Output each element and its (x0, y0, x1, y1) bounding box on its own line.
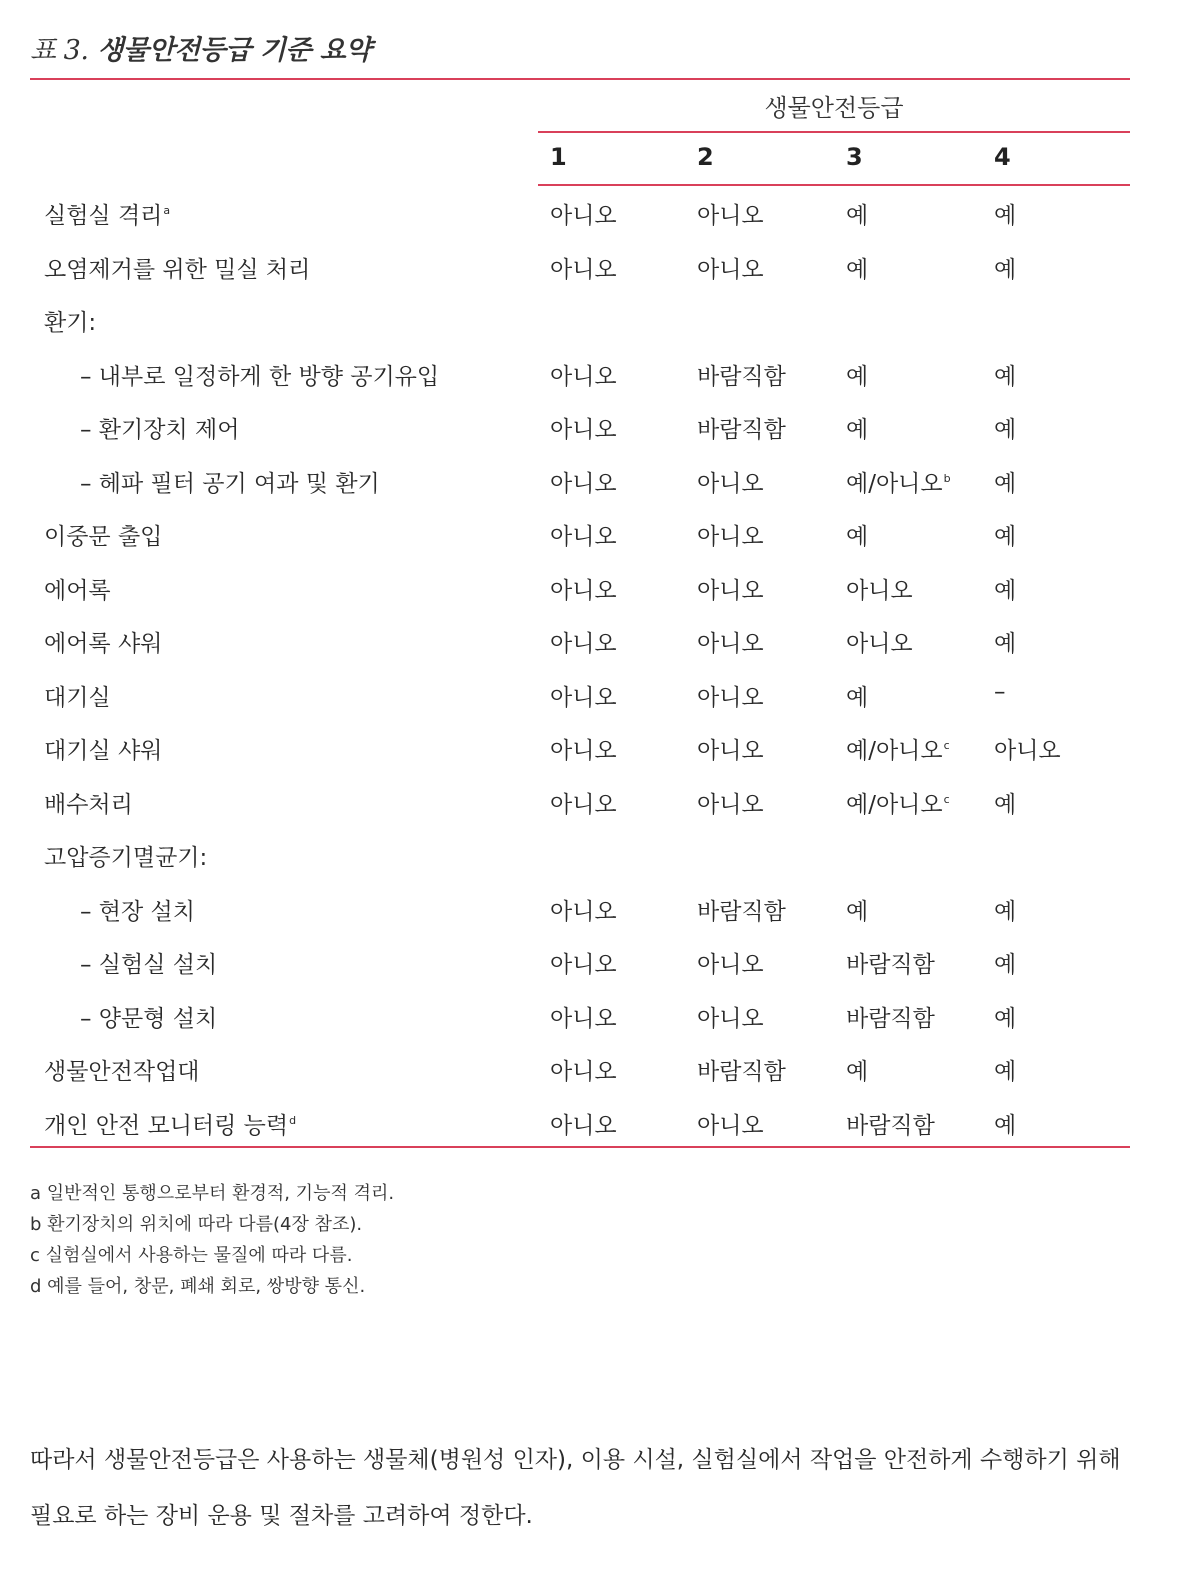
cell-value: 아니오 (550, 738, 617, 764)
cell-value: 예/아니오 (846, 791, 943, 818)
cell-level-3 (846, 411, 868, 444)
row-label-text: – 내부로 일정하게 한 방향 공기유입 (80, 363, 440, 390)
cell-level-2 (697, 197, 764, 230)
footnote-marker: a (163, 204, 171, 218)
row-label (44, 1053, 200, 1086)
cell-level-3 (846, 732, 950, 765)
row-label-text: – 현장 설치 (80, 898, 195, 925)
footnote-marker: c (943, 792, 950, 806)
cell-level-2 (697, 679, 764, 712)
footnote-b: b 환기장치의 위치에 따라 다름(4장 참조). (30, 1214, 363, 1235)
cell-value: 아니오 (697, 470, 764, 497)
cell-level-2 (697, 518, 764, 551)
row-label (44, 1107, 296, 1140)
row-label-text: 대기실 샤워 (44, 738, 163, 764)
cell-value: 아니오 (846, 631, 913, 657)
cell-value: 아니오 (846, 577, 913, 604)
table-row (0, 881, 1200, 934)
cell-level-2 (697, 572, 764, 605)
level-header-2: 2 (697, 143, 714, 171)
footnote-marker: c (943, 739, 950, 753)
row-label-text: 실험실 격리 (44, 203, 163, 229)
table-row (0, 292, 1200, 345)
cell-value: 아니오 (550, 577, 617, 604)
table-row (0, 667, 1200, 720)
row-label-text: 고압증기멸균기: (44, 845, 208, 871)
cell-value: 아니오 (550, 1112, 617, 1139)
cell-value: 예/아니오 (846, 738, 943, 764)
cell-level-2 (697, 358, 786, 391)
table-row (0, 720, 1200, 773)
cell-level-3 (846, 946, 935, 979)
cell-level-2 (697, 1000, 764, 1033)
cell-value: 예 (994, 791, 1017, 818)
level-header-4: 4 (994, 143, 1011, 171)
row-label-text: 에어록 샤워 (44, 631, 163, 657)
cell-level-1 (550, 518, 617, 551)
cell-value: 아니오 (550, 524, 617, 550)
cell-value: 바람직함 (846, 1005, 935, 1032)
cell-value: 바람직함 (697, 417, 786, 443)
cell-value: 아니오 (697, 684, 764, 711)
cell-value: 아니오 (697, 1005, 764, 1032)
cell-value: 예 (994, 898, 1017, 925)
cell-value: 예 (994, 417, 1017, 443)
row-label-text: – 헤파 필터 공기 여과 및 환기 (80, 470, 380, 497)
cell-value: 예 (994, 524, 1017, 550)
cell-level-1 (550, 251, 617, 284)
cell-value: 예 (994, 1005, 1017, 1032)
cell-level-4 (994, 786, 1016, 819)
cell-value: 아니오 (550, 1059, 617, 1085)
cell-value: 예 (846, 1059, 869, 1085)
cell-value: 예 (846, 363, 869, 390)
row-label (44, 625, 162, 658)
cell-level-4 (994, 946, 1016, 979)
cell-level-4 (994, 625, 1016, 658)
cell-value: 예 (994, 203, 1017, 229)
cell-value: 아니오 (697, 256, 764, 283)
cell-value: 예 (994, 1112, 1017, 1139)
cell-level-3 (846, 197, 868, 230)
row-label-text: 에어록 (44, 577, 111, 604)
row-label-text: 환기: (44, 310, 97, 336)
cell-level-3 (846, 572, 913, 605)
cell-value: 아니오 (550, 417, 617, 443)
table-row (0, 560, 1200, 613)
cell-level-3 (846, 251, 868, 284)
cell-level-1 (550, 946, 617, 979)
row-label (80, 358, 439, 391)
cell-level-4 (994, 411, 1016, 444)
row-label (44, 732, 162, 765)
row-label (44, 251, 310, 284)
cell-level-2 (697, 625, 764, 658)
cell-value: 예 (846, 417, 869, 443)
table-caption (30, 28, 371, 67)
cell-level-1 (550, 625, 617, 658)
table-number: 표 3. (30, 35, 89, 66)
row-label (44, 679, 111, 712)
cell-level-3 (846, 625, 913, 658)
cell-level-1 (550, 786, 617, 819)
table-row (0, 453, 1200, 506)
cell-value: 아니오 (550, 363, 617, 390)
cell-level-3 (846, 786, 950, 819)
cell-level-4 (994, 732, 1061, 765)
cell-value: 바람직함 (697, 363, 786, 390)
cell-value: 예 (994, 470, 1017, 497)
table-bottom-rule (30, 1146, 1130, 1148)
row-label (80, 946, 217, 979)
cell-level-4 (994, 518, 1016, 551)
cell-level-2 (697, 946, 764, 979)
row-label (44, 304, 96, 337)
group-header: 생물안전등급 (764, 94, 904, 122)
row-label (44, 518, 162, 551)
cell-level-3 (846, 1053, 868, 1086)
cell-value: 아니오 (550, 203, 617, 229)
row-label (80, 411, 239, 444)
cell-value: 아니오 (550, 1005, 617, 1032)
table-row (0, 346, 1200, 399)
cell-level-3 (846, 1107, 935, 1140)
cell-value: 예 (994, 577, 1017, 604)
cell-value: 예 (994, 631, 1017, 657)
cell-value: 예 (846, 256, 869, 283)
cell-value: 아니오 (550, 952, 617, 978)
footnote-d: d 예를 들어, 창문, 폐쇄 회로, 쌍방향 통신. (30, 1276, 366, 1297)
cell-level-3 (846, 679, 868, 712)
level-header-3: 3 (846, 143, 863, 171)
cell-level-2 (697, 893, 786, 926)
cell-level-2 (697, 465, 764, 498)
table-row (0, 774, 1200, 827)
table-row (0, 506, 1200, 559)
row-label-text: 대기실 (44, 684, 111, 711)
row-label (80, 465, 380, 498)
cell-level-4 (994, 893, 1016, 926)
body-paragraph: 따라서 생물안전등급은 사용하는 생물체(병원성 인자), 이용 시설, 실험실에서 작업을 안전하게 수행하기 위해 필요로 하는 장비 운용 및 절차를 고려하여 정한다. (30, 1447, 1121, 1529)
cell-value: 바람직함 (846, 952, 935, 978)
cell-level-2 (697, 1053, 786, 1086)
row-label-text: – 환기장치 제어 (80, 417, 240, 443)
table-row (0, 934, 1200, 987)
row-label (44, 197, 170, 230)
cell-level-2 (697, 732, 764, 765)
cell-value: 아니오 (697, 524, 764, 550)
cell-level-3 (846, 1000, 935, 1033)
table-title: 생물안전등급 기준 요약 (97, 35, 371, 66)
footnotes (30, 1178, 394, 1302)
cell-value: 예 (994, 1059, 1017, 1085)
row-label-text: 오염제거를 위한 밀실 처리 (44, 256, 311, 283)
cell-value: 아니오 (550, 470, 617, 497)
cell-value: 예 (846, 524, 869, 550)
cell-value: 아니오 (550, 791, 617, 818)
table-row (0, 399, 1200, 452)
cell-level-3 (846, 465, 951, 498)
cell-level-4 (994, 197, 1016, 230)
table-row (0, 239, 1200, 292)
cell-value: – (994, 678, 1006, 705)
cell-level-1 (550, 358, 617, 391)
cell-value: 아니오 (994, 738, 1061, 764)
cell-level-3 (846, 893, 868, 926)
cell-value: 아니오 (697, 203, 764, 229)
cell-level-3 (846, 518, 868, 551)
row-label (80, 893, 195, 926)
footnote-c: c 실험실에서 사용하는 물질에 따라 다름. (30, 1245, 353, 1266)
table-top-rule (30, 78, 1130, 80)
cell-level-1 (550, 893, 617, 926)
row-label (80, 1000, 217, 1033)
cell-level-1 (550, 679, 617, 712)
cell-level-1 (550, 411, 617, 444)
cell-value: 아니오 (697, 738, 764, 764)
table-row (0, 988, 1200, 1041)
cell-level-1 (550, 465, 617, 498)
cell-level-1 (550, 572, 617, 605)
cell-level-1 (550, 1107, 617, 1140)
table-row (0, 1041, 1200, 1094)
cell-value: 예 (846, 203, 869, 229)
table-row (0, 613, 1200, 666)
cell-level-1 (550, 1053, 617, 1086)
cell-value: 아니오 (697, 631, 764, 657)
level-header-1: 1 (550, 143, 567, 171)
cell-value: 아니오 (550, 684, 617, 711)
cell-level-4 (994, 572, 1016, 605)
cell-level-1 (550, 1000, 617, 1033)
row-label (44, 572, 111, 605)
table-row (0, 827, 1200, 880)
cell-level-4 (994, 465, 1016, 498)
row-label-text: – 양문형 설치 (80, 1005, 218, 1032)
cell-value: 예/아니오 (846, 470, 943, 497)
cell-level-4 (994, 1000, 1016, 1033)
cell-value: 아니오 (697, 791, 764, 818)
cell-level-1 (550, 197, 617, 230)
cell-level-4 (994, 1053, 1016, 1086)
row-label-text: 이중문 출입 (44, 524, 163, 550)
row-label-text: – 실험실 설치 (80, 952, 218, 978)
cell-value: 아니오 (697, 1112, 764, 1139)
cell-value: 아니오 (697, 952, 764, 978)
cell-value: 아니오 (550, 256, 617, 283)
cell-value: 아니오 (550, 631, 617, 657)
cell-value: 바람직함 (846, 1112, 935, 1139)
cell-value: 바람직함 (697, 898, 786, 925)
row-label-text: 개인 안전 모니터링 능력 (44, 1112, 289, 1139)
cell-level-1 (550, 732, 617, 765)
cell-level-4 (994, 251, 1016, 284)
cell-level-2 (697, 411, 786, 444)
cell-value: 아니오 (697, 577, 764, 604)
cell-value: 예 (994, 256, 1017, 283)
cell-level-3 (846, 358, 868, 391)
cell-value: 예 (846, 684, 869, 711)
group-header-rule (538, 131, 1130, 133)
cell-level-2 (697, 1107, 764, 1140)
footnote-a: a 일반적인 통행으로부터 환경적, 기능적 격리. (30, 1183, 395, 1204)
cell-value: 예 (994, 363, 1017, 390)
cell-level-2 (697, 251, 764, 284)
cell-value: 예 (846, 898, 869, 925)
row-label-text: 생물안전작업대 (44, 1059, 200, 1085)
table-row (0, 1095, 1200, 1148)
cell-level-4 (994, 358, 1016, 391)
row-label (44, 786, 133, 819)
cell-value: 바람직함 (697, 1059, 786, 1085)
footnote-marker: d (289, 1113, 297, 1127)
row-label-text: 배수처리 (44, 791, 133, 818)
cell-value: 아니오 (550, 898, 617, 925)
cell-level-4 (994, 679, 1006, 705)
footnote-marker: b (943, 471, 951, 485)
cell-level-4 (994, 1107, 1016, 1140)
table-row (0, 185, 1200, 238)
cell-level-2 (697, 786, 764, 819)
row-label (44, 839, 207, 872)
cell-value: 예 (994, 952, 1017, 978)
